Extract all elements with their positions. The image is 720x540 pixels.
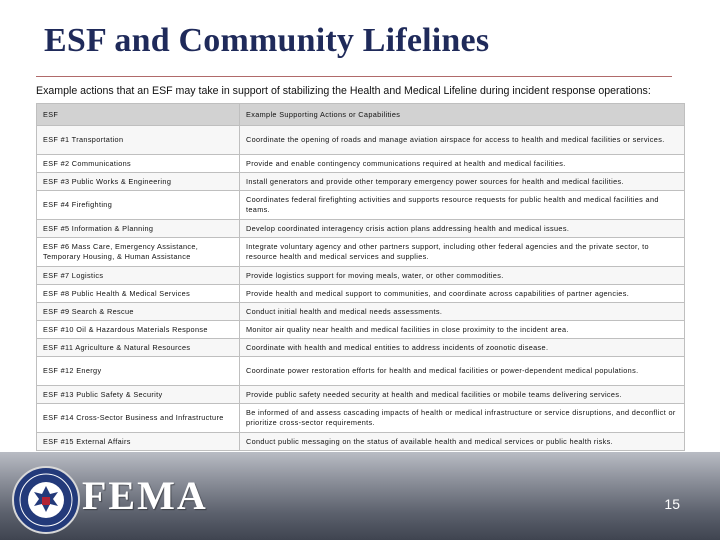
table-row (37, 191, 685, 220)
table-row (37, 404, 685, 433)
action-cell: Coordinate the opening of roads and manage aviation airspace for access to health and medical facilities or services. (240, 126, 685, 155)
esf-cell: ESF #15 External Affairs (37, 433, 240, 451)
table-row (37, 386, 685, 404)
table-row (37, 321, 685, 339)
title-divider (36, 76, 672, 77)
esf-cell: ESF #5 Information & Planning (37, 220, 240, 238)
page-number: 15 (664, 496, 680, 512)
esf-table (36, 103, 685, 451)
slide-title: ESF and Community Lifelines (44, 22, 490, 59)
dhs-seal-icon (12, 466, 80, 534)
fema-logo: FEMA (82, 473, 208, 518)
action-cell: Provide public safety needed security at health and medical facilities or mobile teams delivering services. (240, 386, 685, 404)
esf-cell: ESF #10 Oil & Hazardous Materials Response (37, 321, 240, 339)
table-row (37, 357, 685, 386)
table-row (37, 303, 685, 321)
table-row (37, 339, 685, 357)
esf-cell: ESF #14 Cross-Sector Business and Infrastructure (37, 404, 240, 433)
action-cell: Coordinate with health and medical entities to address incidents of zoonotic disease. (240, 339, 685, 357)
esf-cell: ESF #8 Public Health & Medical Services (37, 285, 240, 303)
esf-cell: ESF #12 Energy (37, 357, 240, 386)
esf-cell: ESF #2 Communications (37, 155, 240, 173)
esf-cell: ESF #7 Logistics (37, 267, 240, 285)
action-cell: Provide and enable contingency communications required at health and medical facilities. (240, 155, 685, 173)
esf-cell: ESF #6 Mass Care, Emergency Assistance, Temporary Housing, & Human Assistance (37, 238, 240, 267)
slide-subtitle: Example actions that an ESF may take in support of stabilizing the Health and Medical Lifeline during incident response operations: (36, 85, 651, 97)
table-row (37, 433, 685, 451)
esf-cell: ESF #11 Agriculture & Natural Resources (37, 339, 240, 357)
table-row (37, 285, 685, 303)
table-row (37, 155, 685, 173)
table-row (37, 267, 685, 285)
esf-cell: ESF #4 Firefighting (37, 191, 240, 220)
table-row (37, 126, 685, 155)
table-row (37, 173, 685, 191)
table-row (37, 220, 685, 238)
table-header-row (37, 104, 685, 126)
footer-bar (0, 452, 720, 540)
header-actions: Example Supporting Actions or Capabilities (240, 104, 685, 126)
action-cell: Install generators and provide other temporary emergency power sources for health and medical facilities. (240, 173, 685, 191)
action-cell: Provide health and medical support to communities, and coordinate across capabilities of partner agencies. (240, 285, 685, 303)
action-cell: Be informed of and assess cascading impacts of health or medical infrastructure or service disruptions, and deconflict or prioritize cross-sector requirements. (240, 404, 685, 433)
action-cell: Coordinates federal firefighting activities and supports resource requests for public health and medical facilities and teams. (240, 191, 685, 220)
action-cell: Monitor air quality near health and medical facilities in close proximity to the incident area. (240, 321, 685, 339)
header-esf: ESF (37, 104, 240, 126)
action-cell: Integrate voluntary agency and other partners support, including other federal agencies and the private sector, to resource health and medical services and supplies. (240, 238, 685, 267)
esf-cell: ESF #3 Public Works & Engineering (37, 173, 240, 191)
esf-cell: ESF #9 Search & Rescue (37, 303, 240, 321)
esf-cell: ESF #13 Public Safety & Security (37, 386, 240, 404)
action-cell: Conduct initial health and medical needs assessments. (240, 303, 685, 321)
action-cell: Conduct public messaging on the status of available health and medical services or public health risks. (240, 433, 685, 451)
table-row (37, 238, 685, 267)
esf-cell: ESF #1 Transportation (37, 126, 240, 155)
action-cell: Develop coordinated interagency crisis action plans addressing health and medical issues. (240, 220, 685, 238)
action-cell: Coordinate power restoration efforts for health and medical facilities or power-dependent medical populations. (240, 357, 685, 386)
action-cell: Provide logistics support for moving meals, water, or other commodities. (240, 267, 685, 285)
